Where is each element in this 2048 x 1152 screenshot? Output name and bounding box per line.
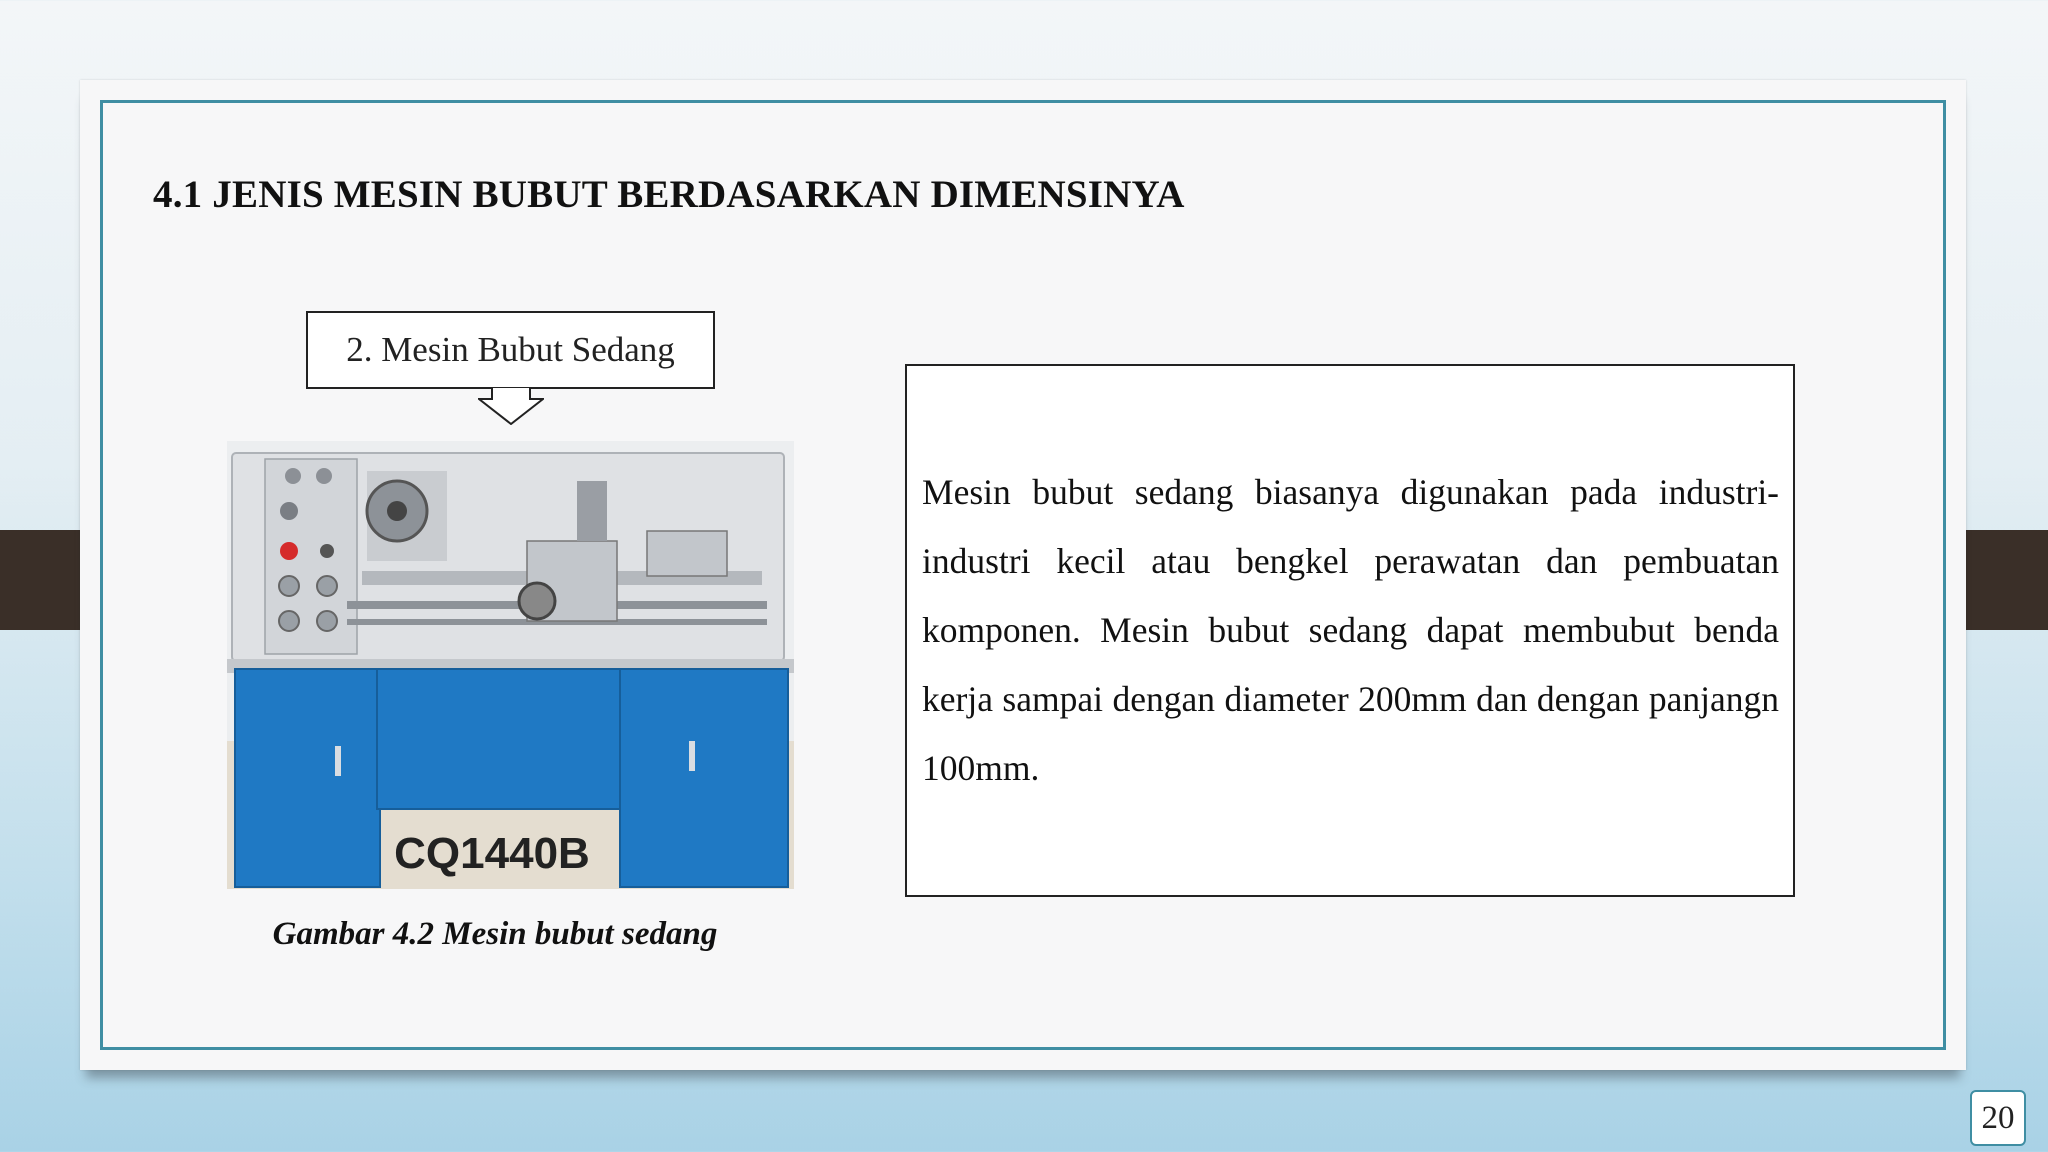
down-arrow-icon [478,387,544,425]
description-box [905,364,1795,897]
figure-caption: Gambar 4.2 Mesin bubut sedang [272,916,718,952]
lathe-machine-image [227,441,794,889]
lathe-model-label: CQ1440B [394,829,590,878]
slide [80,80,1966,1070]
description-text: Mesin bubut sedang biasanya digunakan pada industri-industri kecil atau bengkel perawatan dan pembuatan komponen. Mesin bubut sedang dapat membubut benda kerja sampai dengan diameter 200mm dan dengan panjangn 100mm. [922,472,1779,788]
callout-box [306,311,715,389]
callout-label: 2. Mesin Bubut Sedang [346,330,675,369]
page-number: 20 [1970,1090,2026,1146]
slide-title: 4.1 JENIS MESIN BUBUT BERDASARKAN DIMENSINYA [153,173,1185,216]
